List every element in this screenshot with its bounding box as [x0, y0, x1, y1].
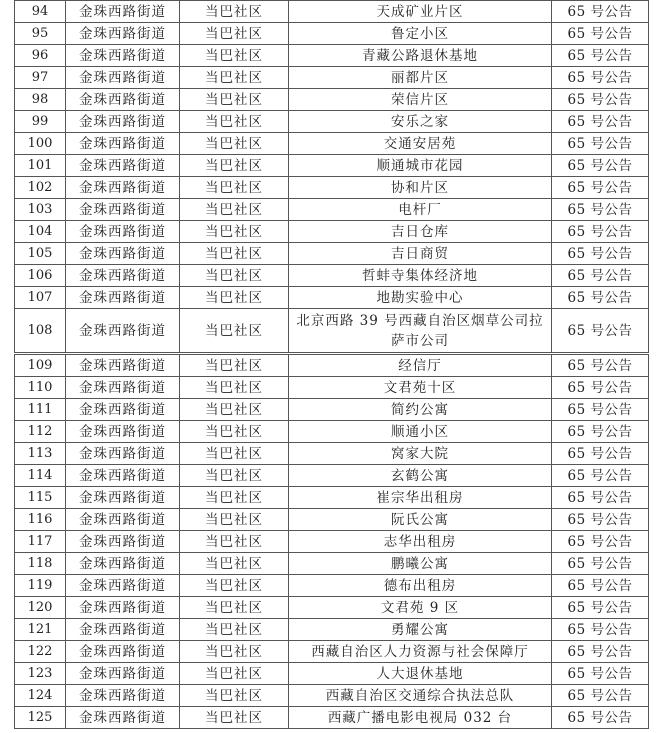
table-row: [15, 243, 649, 265]
notice-cell: 65 号公告: [552, 377, 649, 399]
community-cell: 当巴社区: [180, 177, 289, 199]
street-cell: 金珠西路街道: [66, 531, 180, 553]
community-cell: 当巴社区: [180, 641, 289, 663]
table-row: [15, 265, 649, 287]
place-name-cell: 勇耀公寓: [289, 619, 552, 641]
row-number-cell: 101: [15, 155, 66, 177]
street-cell: 金珠西路街道: [66, 619, 180, 641]
notice-cell: 65 号公告: [552, 23, 649, 45]
place-name-cell: 文君苑 9 区: [289, 597, 552, 619]
table-row: [15, 133, 649, 155]
table-row: [15, 23, 649, 45]
table-row: [15, 67, 649, 89]
place-name-cell: 青藏公路退休基地: [289, 45, 552, 67]
street-cell: 金珠西路街道: [66, 133, 180, 155]
place-name-cell: 志华出租房: [289, 531, 552, 553]
community-cell: 当巴社区: [180, 663, 289, 685]
place-name-cell: 北京西路 39 号西藏自治区烟草公司拉萨市公司: [289, 309, 552, 354]
notice-cell: 65 号公告: [552, 597, 649, 619]
place-name-cell: 崔宗华出租房: [289, 487, 552, 509]
notice-cell: 65 号公告: [552, 553, 649, 575]
street-cell: 金珠西路街道: [66, 155, 180, 177]
place-name-cell: 天成矿业片区: [289, 1, 552, 23]
place-name-cell: 窝家大院: [289, 443, 552, 465]
row-number-cell: 112: [15, 421, 66, 443]
street-cell: 金珠西路街道: [66, 1, 180, 23]
row-number-cell: 95: [15, 23, 66, 45]
street-cell: 金珠西路街道: [66, 663, 180, 685]
community-cell: 当巴社区: [180, 23, 289, 45]
notice-cell: 65 号公告: [552, 309, 649, 354]
row-number-cell: 99: [15, 111, 66, 133]
community-cell: 当巴社区: [180, 421, 289, 443]
street-cell: 金珠西路街道: [66, 575, 180, 597]
community-cell: 当巴社区: [180, 221, 289, 243]
street-cell: 金珠西路街道: [66, 309, 180, 354]
community-cell: 当巴社区: [180, 243, 289, 265]
table-row: [15, 89, 649, 111]
table-body: [15, 1, 649, 729]
notice-cell: 65 号公告: [552, 443, 649, 465]
notice-cell: 65 号公告: [552, 399, 649, 421]
place-name-cell: 协和片区: [289, 177, 552, 199]
row-number-cell: 125: [15, 707, 66, 729]
notice-cell: 65 号公告: [552, 707, 649, 729]
document-table-wrapper: [14, 0, 648, 729]
community-cell: 当巴社区: [180, 443, 289, 465]
community-cell: 当巴社区: [180, 377, 289, 399]
street-cell: 金珠西路街道: [66, 265, 180, 287]
row-number-cell: 94: [15, 1, 66, 23]
community-cell: 当巴社区: [180, 597, 289, 619]
notice-cell: 65 号公告: [552, 1, 649, 23]
table-row: [15, 309, 649, 354]
street-cell: 金珠西路街道: [66, 199, 180, 221]
notice-cell: 65 号公告: [552, 685, 649, 707]
row-number-cell: 109: [15, 354, 66, 377]
notice-cell: 65 号公告: [552, 45, 649, 67]
notice-cell: 65 号公告: [552, 421, 649, 443]
row-number-cell: 96: [15, 45, 66, 67]
street-cell: 金珠西路街道: [66, 685, 180, 707]
table-row: [15, 377, 649, 399]
notice-cell: 65 号公告: [552, 221, 649, 243]
notice-cell: 65 号公告: [552, 287, 649, 309]
table-row: [15, 399, 649, 421]
notice-cell: 65 号公告: [552, 531, 649, 553]
place-name-cell: 顺通城市花园: [289, 155, 552, 177]
community-cell: 当巴社区: [180, 45, 289, 67]
notice-cell: 65 号公告: [552, 89, 649, 111]
row-number-cell: 100: [15, 133, 66, 155]
street-cell: 金珠西路街道: [66, 553, 180, 575]
row-number-cell: 119: [15, 575, 66, 597]
table-row: [15, 509, 649, 531]
notice-cell: 65 号公告: [552, 243, 649, 265]
table-row: [15, 1, 649, 23]
community-cell: 当巴社区: [180, 707, 289, 729]
place-name-cell: 德布出租房: [289, 575, 552, 597]
community-cell: 当巴社区: [180, 354, 289, 377]
place-name-cell: 吉日仓库: [289, 221, 552, 243]
notice-cell: 65 号公告: [552, 177, 649, 199]
row-number-cell: 121: [15, 619, 66, 641]
area-list-table: [14, 0, 649, 729]
street-cell: 金珠西路街道: [66, 399, 180, 421]
place-name-cell: 文君苑十区: [289, 377, 552, 399]
notice-cell: 65 号公告: [552, 487, 649, 509]
table-row: [15, 619, 649, 641]
community-cell: 当巴社区: [180, 89, 289, 111]
community-cell: 当巴社区: [180, 1, 289, 23]
street-cell: 金珠西路街道: [66, 443, 180, 465]
place-name-cell: 顺通小区: [289, 421, 552, 443]
row-number-cell: 108: [15, 309, 66, 354]
table-row: [15, 531, 649, 553]
community-cell: 当巴社区: [180, 111, 289, 133]
place-name-cell: 人大退休基地: [289, 663, 552, 685]
community-cell: 当巴社区: [180, 575, 289, 597]
table-row: [15, 155, 649, 177]
row-number-cell: 110: [15, 377, 66, 399]
table-row: [15, 707, 649, 729]
street-cell: 金珠西路街道: [66, 465, 180, 487]
notice-cell: 65 号公告: [552, 663, 649, 685]
place-name-cell: 电杆厂: [289, 199, 552, 221]
notice-cell: 65 号公告: [552, 641, 649, 663]
row-number-cell: 98: [15, 89, 66, 111]
community-cell: 当巴社区: [180, 531, 289, 553]
community-cell: 当巴社区: [180, 509, 289, 531]
table-row: [15, 465, 649, 487]
community-cell: 当巴社区: [180, 199, 289, 221]
community-cell: 当巴社区: [180, 399, 289, 421]
table-row: [15, 553, 649, 575]
table-row: [15, 685, 649, 707]
street-cell: 金珠西路街道: [66, 243, 180, 265]
row-number-cell: 104: [15, 221, 66, 243]
street-cell: 金珠西路街道: [66, 597, 180, 619]
table-row: [15, 597, 649, 619]
community-cell: 当巴社区: [180, 67, 289, 89]
notice-cell: 65 号公告: [552, 465, 649, 487]
community-cell: 当巴社区: [180, 685, 289, 707]
place-name-cell: 荣信片区: [289, 89, 552, 111]
street-cell: 金珠西路街道: [66, 221, 180, 243]
place-name-cell: 鲁定小区: [289, 23, 552, 45]
row-number-cell: 103: [15, 199, 66, 221]
row-number-cell: 113: [15, 443, 66, 465]
place-name-cell: 鹏曦公寓: [289, 553, 552, 575]
place-name-cell: 哲蚌寺集体经济地: [289, 265, 552, 287]
table-row: [15, 487, 649, 509]
table-row: [15, 45, 649, 67]
table-row: [15, 221, 649, 243]
notice-cell: 65 号公告: [552, 155, 649, 177]
table-row: [15, 641, 649, 663]
notice-cell: 65 号公告: [552, 265, 649, 287]
street-cell: 金珠西路街道: [66, 23, 180, 45]
street-cell: 金珠西路街道: [66, 707, 180, 729]
place-name-cell: 地勘实验中心: [289, 287, 552, 309]
table-row: [15, 354, 649, 377]
street-cell: 金珠西路街道: [66, 377, 180, 399]
community-cell: 当巴社区: [180, 133, 289, 155]
place-name-cell: 西藏广播电影电视局 032 台: [289, 707, 552, 729]
place-name-cell: 吉日商贸: [289, 243, 552, 265]
street-cell: 金珠西路街道: [66, 287, 180, 309]
table-row: [15, 199, 649, 221]
community-cell: 当巴社区: [180, 155, 289, 177]
table-row: [15, 111, 649, 133]
street-cell: 金珠西路街道: [66, 509, 180, 531]
street-cell: 金珠西路街道: [66, 487, 180, 509]
street-cell: 金珠西路街道: [66, 641, 180, 663]
community-cell: 当巴社区: [180, 309, 289, 354]
row-number-cell: 105: [15, 243, 66, 265]
street-cell: 金珠西路街道: [66, 45, 180, 67]
row-number-cell: 116: [15, 509, 66, 531]
row-number-cell: 117: [15, 531, 66, 553]
street-cell: 金珠西路街道: [66, 421, 180, 443]
row-number-cell: 120: [15, 597, 66, 619]
row-number-cell: 115: [15, 487, 66, 509]
row-number-cell: 102: [15, 177, 66, 199]
place-name-cell: 西藏自治区交通综合执法总队: [289, 685, 552, 707]
row-number-cell: 97: [15, 67, 66, 89]
place-name-cell: 西藏自治区人力资源与社会保障厅: [289, 641, 552, 663]
community-cell: 当巴社区: [180, 487, 289, 509]
row-number-cell: 107: [15, 287, 66, 309]
community-cell: 当巴社区: [180, 465, 289, 487]
place-name-cell: 简约公寓: [289, 399, 552, 421]
notice-cell: 65 号公告: [552, 199, 649, 221]
notice-cell: 65 号公告: [552, 354, 649, 377]
row-number-cell: 123: [15, 663, 66, 685]
notice-cell: 65 号公告: [552, 111, 649, 133]
table-row: [15, 663, 649, 685]
community-cell: 当巴社区: [180, 553, 289, 575]
community-cell: 当巴社区: [180, 619, 289, 641]
notice-cell: 65 号公告: [552, 67, 649, 89]
table-row: [15, 575, 649, 597]
notice-cell: 65 号公告: [552, 133, 649, 155]
notice-cell: 65 号公告: [552, 575, 649, 597]
table-row: [15, 177, 649, 199]
place-name-cell: 经信厅: [289, 354, 552, 377]
street-cell: 金珠西路街道: [66, 67, 180, 89]
street-cell: 金珠西路街道: [66, 177, 180, 199]
row-number-cell: 106: [15, 265, 66, 287]
row-number-cell: 118: [15, 553, 66, 575]
community-cell: 当巴社区: [180, 287, 289, 309]
notice-cell: 65 号公告: [552, 619, 649, 641]
row-number-cell: 124: [15, 685, 66, 707]
street-cell: 金珠西路街道: [66, 89, 180, 111]
row-number-cell: 114: [15, 465, 66, 487]
place-name-cell: 玄鹤公寓: [289, 465, 552, 487]
row-number-cell: 111: [15, 399, 66, 421]
place-name-cell: 交通安居苑: [289, 133, 552, 155]
row-number-cell: 122: [15, 641, 66, 663]
table-row: [15, 287, 649, 309]
street-cell: 金珠西路街道: [66, 111, 180, 133]
street-cell: 金珠西路街道: [66, 354, 180, 377]
notice-cell: 65 号公告: [552, 509, 649, 531]
place-name-cell: 阮氏公寓: [289, 509, 552, 531]
community-cell: 当巴社区: [180, 265, 289, 287]
place-name-cell: 安乐之家: [289, 111, 552, 133]
table-row: [15, 443, 649, 465]
table-row: [15, 421, 649, 443]
place-name-cell: 丽都片区: [289, 67, 552, 89]
